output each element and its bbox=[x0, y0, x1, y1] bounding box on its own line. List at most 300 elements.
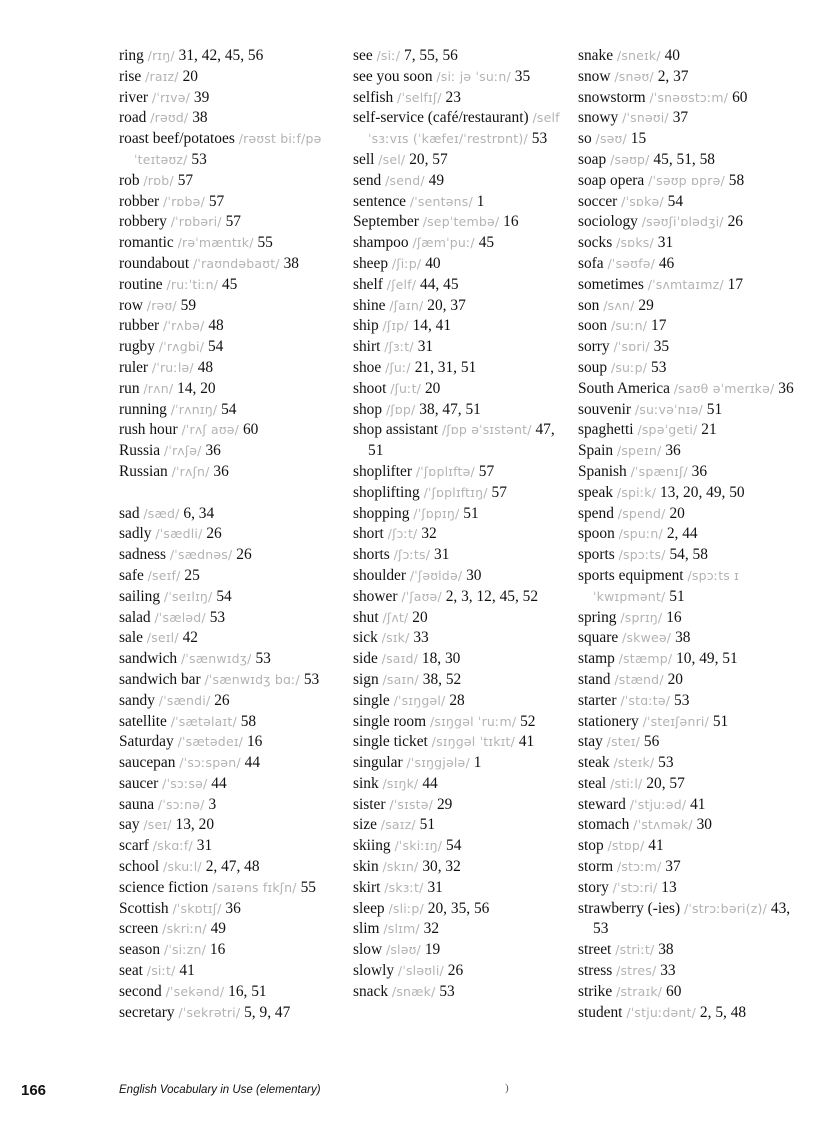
entry-word: sad bbox=[119, 504, 140, 522]
index-entry bbox=[119, 919, 339, 940]
entry-unit-refs: 30 bbox=[696, 816, 712, 834]
entry-pronunciation: /spiːk/ bbox=[616, 484, 657, 500]
entry-unit-refs: 38 bbox=[675, 629, 691, 647]
index-entry bbox=[119, 836, 339, 857]
entry-unit-refs: 53 bbox=[651, 358, 667, 376]
index-entry bbox=[578, 628, 808, 649]
entry-word: slowly bbox=[353, 962, 395, 980]
entry-pronunciation: /ˈspænɪʃ/ bbox=[630, 463, 688, 479]
entry-pronunciation: /rəʊd/ bbox=[150, 110, 189, 126]
entry-word: soup bbox=[578, 358, 608, 376]
entry-word: Russia bbox=[119, 442, 161, 460]
entry-unit-refs: 20, 57 bbox=[409, 150, 448, 168]
entry-word: side bbox=[353, 650, 378, 668]
entry-unit-refs: 21, 31, 51 bbox=[414, 358, 477, 376]
index-entry bbox=[353, 753, 568, 774]
entry-pronunciation: /ˈsentəns/ bbox=[409, 193, 473, 209]
entry-word: street bbox=[578, 941, 612, 959]
index-entry bbox=[353, 524, 568, 545]
entry-word: snowstorm bbox=[578, 88, 646, 106]
entry-pronunciation: /ʃaɪn/ bbox=[389, 297, 424, 313]
entry-word: spaghetti bbox=[578, 421, 634, 439]
entry-unit-refs: 1 bbox=[473, 754, 482, 772]
index-entry bbox=[353, 358, 568, 379]
index-entry bbox=[353, 88, 568, 109]
entry-pronunciation: /stæmp/ bbox=[618, 651, 673, 667]
entry-word: snake bbox=[578, 47, 614, 64]
entry-pronunciation: /sæd/ bbox=[143, 505, 180, 521]
entry-unit-refs: 20 bbox=[424, 379, 441, 397]
index-entry bbox=[578, 982, 808, 1003]
entry-unit-refs: 55 bbox=[300, 878, 316, 896]
entry-pronunciation: /suːp/ bbox=[610, 359, 648, 375]
index-entry bbox=[578, 150, 808, 171]
index-entry bbox=[353, 67, 568, 88]
entry-pronunciation: /sɪŋgəl ˈruːm/ bbox=[429, 713, 517, 729]
index-entry bbox=[578, 254, 808, 275]
entry-unit-refs: 2, 47, 48 bbox=[205, 858, 260, 876]
entry-pronunciation: /səʊ/ bbox=[595, 131, 627, 147]
index-entry bbox=[353, 919, 568, 940]
entry-word: shopping bbox=[353, 504, 410, 522]
entry-word: sports bbox=[578, 546, 615, 564]
entry-unit-refs: 2, 3, 12, 45, 52 bbox=[445, 587, 539, 605]
entry-word: Spain bbox=[578, 442, 614, 460]
index-entry bbox=[353, 566, 568, 587]
entry-pronunciation: /ʃuːt/ bbox=[390, 380, 422, 396]
entry-word: selfish bbox=[353, 88, 394, 106]
entry-unit-refs: 37 bbox=[665, 858, 681, 876]
entry-word: souvenir bbox=[578, 400, 632, 418]
index-entry bbox=[119, 504, 339, 525]
entry-word: Spanish bbox=[578, 462, 627, 480]
index-entry bbox=[353, 545, 568, 566]
entry-unit-refs: 16, 51 bbox=[228, 982, 267, 1000]
entry-unit-refs: 26 bbox=[214, 691, 230, 709]
entry-unit-refs: 33 bbox=[413, 629, 429, 647]
entry-unit-refs: 53 bbox=[658, 754, 674, 772]
entry-pronunciation: /stænd/ bbox=[614, 671, 664, 687]
entry-pronunciation: /sləʊ/ bbox=[385, 942, 421, 958]
index-entry bbox=[119, 275, 339, 296]
entry-pronunciation: /ˈsəʊfə/ bbox=[607, 255, 655, 271]
entry-unit-refs: 51 bbox=[669, 587, 685, 605]
entry-unit-refs: 39 bbox=[193, 88, 210, 106]
entry-pronunciation: /sɪŋgəl ˈtɪkɪt/ bbox=[431, 734, 515, 750]
index-entry bbox=[578, 753, 808, 774]
entry-pronunciation: /ˈselfɪʃ/ bbox=[397, 89, 442, 105]
index-entry bbox=[119, 587, 339, 608]
entry-word: soccer bbox=[578, 192, 618, 210]
index-entry bbox=[119, 316, 339, 337]
entry-pronunciation: /ˈsænwɪdʒ/ bbox=[181, 651, 252, 667]
entry-word: spoon bbox=[578, 525, 615, 543]
entry-word: sports equipment bbox=[578, 566, 684, 584]
entry-pronunciation: /rəˈmæntɪk/ bbox=[177, 235, 254, 251]
entry-unit-refs: 32 bbox=[423, 920, 440, 938]
entry-pronunciation: /ˈrʌʃ aʊə/ bbox=[181, 422, 240, 438]
index-entry bbox=[578, 815, 808, 836]
entry-word: soon bbox=[578, 317, 608, 335]
entry-pronunciation: /ˈrʌʃə/ bbox=[163, 443, 202, 459]
index-entry bbox=[353, 899, 568, 920]
entry-word: school bbox=[119, 858, 160, 876]
entry-pronunciation: /ˈsɒri/ bbox=[613, 339, 650, 355]
index-entry bbox=[353, 504, 568, 525]
entry-unit-refs: 21 bbox=[701, 421, 717, 439]
entry-word: sink bbox=[353, 774, 379, 792]
index-entry bbox=[578, 836, 808, 857]
entry-unit-refs: 60 bbox=[242, 421, 259, 439]
index-column-1 bbox=[119, 46, 339, 1023]
entry-unit-refs: 35 bbox=[653, 338, 670, 356]
entry-unit-refs: 36 bbox=[213, 462, 229, 480]
index-entry bbox=[578, 379, 808, 400]
entry-pronunciation: /saɪd/ bbox=[381, 651, 419, 667]
entry-unit-refs: 13, 20 bbox=[175, 816, 215, 834]
entry-pronunciation: /ˈsnəʊi/ bbox=[622, 110, 669, 126]
entry-unit-refs: 29 bbox=[436, 795, 453, 813]
entry-pronunciation: /spɔːts/ bbox=[618, 547, 666, 563]
entry-unit-refs: 49 bbox=[210, 920, 226, 938]
index-entry bbox=[119, 337, 339, 358]
index-entry bbox=[119, 649, 339, 670]
entry-unit-refs: 1 bbox=[476, 192, 485, 210]
index-entry bbox=[119, 400, 339, 421]
entry-unit-refs: 10, 49, 51 bbox=[676, 650, 738, 668]
entry-word: sheep bbox=[353, 254, 389, 272]
entry-word: sell bbox=[353, 150, 375, 168]
entry-word: sick bbox=[353, 629, 378, 647]
entry-word: sleep bbox=[353, 899, 385, 917]
entry-word: saucer bbox=[119, 774, 159, 792]
entry-word: sandwich bbox=[119, 650, 178, 668]
entry-unit-refs: 54 bbox=[221, 400, 237, 418]
entry-unit-refs: 44 bbox=[244, 754, 261, 772]
index-column-2 bbox=[353, 46, 568, 1003]
entry-unit-refs: 57 bbox=[225, 213, 241, 231]
entry-unit-refs: 31 bbox=[196, 837, 213, 855]
entry-pronunciation: /ˈsɔːsə/ bbox=[162, 775, 208, 791]
entry-unit-refs: 40 bbox=[664, 47, 680, 64]
entry-word: robber bbox=[119, 192, 160, 210]
entry-pronunciation: /saɪz/ bbox=[380, 817, 416, 833]
entry-unit-refs: 3 bbox=[208, 795, 217, 813]
entry-unit-refs: 14, 20 bbox=[177, 379, 216, 397]
index-entry bbox=[578, 441, 808, 462]
index-entry bbox=[119, 441, 339, 462]
entry-unit-refs: 44, 45 bbox=[420, 275, 459, 293]
entry-unit-refs: 29 bbox=[638, 296, 654, 314]
index-entry bbox=[578, 192, 808, 213]
entry-unit-refs: 17 bbox=[651, 317, 667, 335]
index-entry bbox=[578, 504, 808, 525]
entry-word: stress bbox=[578, 962, 613, 980]
entry-unit-refs: 37 bbox=[672, 109, 689, 127]
entry-word: story bbox=[578, 878, 609, 896]
index-entry bbox=[353, 337, 568, 358]
entry-pronunciation: /siː/ bbox=[376, 48, 401, 63]
entry-pronunciation: /skuːl/ bbox=[163, 859, 202, 875]
index-entry bbox=[353, 254, 568, 275]
entry-word: spend bbox=[578, 504, 614, 522]
entry-word: Saturday bbox=[119, 733, 174, 751]
entry-pronunciation: /stɔːm/ bbox=[616, 859, 662, 875]
index-entry bbox=[119, 857, 339, 878]
index-entry bbox=[578, 899, 808, 941]
entry-word: shampoo bbox=[353, 234, 409, 252]
entry-unit-refs: 23 bbox=[445, 88, 461, 106]
index-entry bbox=[353, 857, 568, 878]
entry-pronunciation: /səʊʃiˈɒlədʒi/ bbox=[641, 214, 724, 230]
entry-pronunciation: /ʃɒp əˈsɪstənt/ bbox=[441, 422, 532, 438]
entry-pronunciation: /sʌn/ bbox=[603, 297, 635, 313]
entry-word: steward bbox=[578, 795, 626, 813]
entry-word: running bbox=[119, 400, 167, 418]
entry-word: ring bbox=[119, 47, 144, 64]
entry-pronunciation: /spəˈgeti/ bbox=[637, 422, 698, 438]
entry-pronunciation: /ˈsɒkə/ bbox=[621, 193, 664, 209]
entry-unit-refs: 51 bbox=[463, 504, 479, 522]
entry-unit-refs: 53 bbox=[303, 670, 320, 688]
entry-unit-refs: 17 bbox=[727, 275, 744, 293]
entry-unit-refs: 53 bbox=[209, 608, 226, 626]
entry-pronunciation: /ʃæmˈpuː/ bbox=[412, 235, 475, 251]
index-entry bbox=[578, 774, 808, 795]
index-entry bbox=[119, 296, 339, 317]
entry-unit-refs: 31, 42, 45, 56 bbox=[178, 47, 264, 64]
entry-unit-refs: 44 bbox=[422, 774, 438, 792]
index-entry bbox=[578, 212, 808, 233]
entry-unit-refs: 2, 5, 48 bbox=[699, 1003, 747, 1021]
entry-word: scarf bbox=[119, 837, 149, 855]
entry-unit-refs: 41 bbox=[690, 795, 706, 813]
index-entry bbox=[119, 940, 339, 961]
index-entry bbox=[119, 608, 339, 629]
entry-pronunciation: /ˈrʌbə/ bbox=[163, 318, 205, 334]
entry-unit-refs: 53 bbox=[531, 130, 548, 148]
entry-word: see you soon bbox=[353, 67, 433, 85]
entry-pronunciation: /ˈsnəʊstɔːm/ bbox=[649, 89, 729, 105]
entry-pronunciation: /saɪn/ bbox=[382, 671, 419, 687]
entry-pronunciation: /ˈʃɒplɪftə/ bbox=[415, 463, 475, 479]
entry-pronunciation: /ˈrɒbəri/ bbox=[170, 214, 222, 230]
entry-word: secretary bbox=[119, 1003, 175, 1021]
entry-unit-refs: 16 bbox=[209, 941, 226, 959]
index-entry bbox=[353, 212, 568, 233]
index-entry bbox=[119, 233, 339, 254]
entry-unit-refs: 43, 53 bbox=[593, 899, 791, 938]
entry-pronunciation: /ˈstrɔːbəri(z)/ bbox=[684, 900, 768, 916]
entry-word: slow bbox=[353, 941, 383, 959]
entry-pronunciation: /ˈrʌʃn/ bbox=[171, 463, 210, 479]
entry-pronunciation: /ˈsætəlaɪt/ bbox=[170, 713, 237, 729]
entry-unit-refs: 38, 47, 51 bbox=[419, 400, 481, 418]
entry-word: sadness bbox=[119, 546, 167, 564]
entry-word: sister bbox=[353, 795, 386, 813]
entry-unit-refs: 59 bbox=[180, 296, 197, 314]
entry-unit-refs: 19 bbox=[424, 941, 441, 959]
index-entry bbox=[119, 420, 339, 441]
entry-pronunciation: /sepˈtembə/ bbox=[422, 214, 500, 230]
entry-word: sauna bbox=[119, 795, 155, 813]
entry-word: sorry bbox=[578, 338, 610, 356]
index-entry bbox=[578, 316, 808, 337]
entry-pronunciation: /snæk/ bbox=[391, 983, 436, 999]
entry-word: stand bbox=[578, 670, 611, 688]
index-entry bbox=[578, 108, 808, 129]
entry-word: shop assistant bbox=[353, 421, 439, 439]
entry-unit-refs: 26 bbox=[236, 546, 252, 564]
entry-pronunciation: /self ˈsɜːvɪs (ˈkæfeɪ/ˈrestrɒnt)/ bbox=[368, 110, 560, 147]
index-entry bbox=[119, 545, 339, 566]
entry-unit-refs: 30, 32 bbox=[422, 858, 461, 876]
entry-pronunciation: /ˈrʌgbi/ bbox=[158, 339, 205, 355]
index-entry bbox=[353, 732, 568, 753]
entry-pronunciation: /ˈʃaʊə/ bbox=[401, 588, 442, 604]
index-entry bbox=[119, 815, 339, 836]
entry-unit-refs: 55 bbox=[257, 234, 273, 252]
entry-pronunciation: /speɪn/ bbox=[616, 443, 662, 459]
entry-unit-refs: 36 bbox=[665, 442, 681, 460]
index-entry bbox=[578, 712, 808, 733]
entry-word: square bbox=[578, 629, 619, 647]
entry-pronunciation: /ˈsɪstə/ bbox=[389, 796, 434, 812]
entry-word: rubber bbox=[119, 317, 160, 335]
entry-unit-refs: 38 bbox=[658, 941, 674, 959]
entry-word: shoot bbox=[353, 379, 387, 397]
entry-unit-refs: 35 bbox=[514, 67, 531, 85]
entry-unit-refs: 38, 52 bbox=[422, 670, 462, 688]
entry-unit-refs: 20 bbox=[669, 504, 685, 522]
entry-unit-refs: 7, 55, 56 bbox=[404, 47, 458, 64]
entry-word: skin bbox=[353, 858, 379, 876]
entry-unit-refs: 57 bbox=[208, 192, 225, 210]
entry-word: sofa bbox=[578, 254, 604, 272]
entry-pronunciation: /stɒp/ bbox=[607, 838, 645, 854]
index-entry bbox=[578, 857, 808, 878]
entry-pronunciation: /ruːˈtiːn/ bbox=[166, 276, 219, 292]
entry-unit-refs: 53 bbox=[255, 650, 271, 668]
entry-word: safe bbox=[119, 566, 144, 584]
index-entry bbox=[353, 379, 568, 400]
entry-pronunciation: /ʃɔːts/ bbox=[393, 547, 431, 563]
entry-word: short bbox=[353, 525, 384, 543]
index-entry bbox=[353, 150, 568, 171]
entry-word: sometimes bbox=[578, 275, 644, 293]
entry-unit-refs: 20 bbox=[182, 67, 198, 85]
index-entry bbox=[119, 670, 339, 691]
index-entry bbox=[119, 753, 339, 774]
entry-pronunciation: /rəʊ/ bbox=[146, 297, 177, 313]
entry-unit-refs: 31 bbox=[434, 546, 450, 564]
entry-word: Scottish bbox=[119, 899, 169, 917]
index-entry bbox=[353, 774, 568, 795]
entry-word: shorts bbox=[353, 546, 390, 564]
index-entry bbox=[119, 129, 339, 171]
entry-unit-refs: 40 bbox=[425, 254, 441, 272]
book-title: English Vocabulary in Use (elementary) bbox=[119, 1084, 321, 1096]
index-entry bbox=[578, 296, 808, 317]
entry-pronunciation: /skɪn/ bbox=[382, 859, 419, 875]
entry-unit-refs: 36 bbox=[691, 462, 708, 480]
index-column-3 bbox=[578, 46, 808, 1023]
index-entry bbox=[578, 358, 808, 379]
entry-pronunciation: /ˈstɑːtə/ bbox=[620, 692, 671, 708]
entry-unit-refs: 58 bbox=[728, 171, 745, 189]
index-entry bbox=[353, 649, 568, 670]
entry-unit-refs: 20 bbox=[667, 670, 683, 688]
entry-unit-refs: 52 bbox=[520, 712, 536, 730]
entry-word: slim bbox=[353, 920, 380, 938]
index-entry bbox=[119, 1003, 339, 1024]
entry-word: shower bbox=[353, 587, 398, 605]
entry-unit-refs: 51 bbox=[419, 816, 436, 834]
entry-unit-refs: 31 bbox=[657, 234, 674, 252]
entry-pronunciation: /seɪf/ bbox=[147, 567, 181, 583]
entry-unit-refs: 53 bbox=[439, 982, 455, 1000]
entry-word: saucepan bbox=[119, 754, 176, 772]
index-entry bbox=[119, 961, 339, 982]
entry-pronunciation: /skɑːf/ bbox=[152, 838, 193, 854]
index-entry bbox=[578, 67, 808, 88]
entry-pronunciation: /snəʊ/ bbox=[614, 68, 654, 84]
entry-unit-refs: 36 bbox=[205, 442, 221, 460]
entry-unit-refs: 57 bbox=[478, 462, 495, 480]
entry-pronunciation: /ˈsændi/ bbox=[158, 692, 211, 708]
entry-unit-refs: 2, 37 bbox=[657, 67, 689, 85]
index-entry bbox=[353, 400, 568, 421]
entry-word: single ticket bbox=[353, 733, 428, 751]
entry-unit-refs: 60 bbox=[666, 982, 682, 1000]
entry-unit-refs: 30 bbox=[466, 566, 482, 584]
entry-pronunciation: /ˈʃəʊldə/ bbox=[409, 567, 463, 583]
index-entry bbox=[353, 275, 568, 296]
entry-word: roundabout bbox=[119, 254, 190, 272]
index-entry bbox=[119, 628, 339, 649]
entry-word: salad bbox=[119, 608, 151, 626]
index-entry bbox=[353, 795, 568, 816]
entry-unit-refs: 53 bbox=[674, 691, 690, 709]
entry-pronunciation: /ˈsekrətri/ bbox=[178, 1004, 241, 1020]
entry-unit-refs: 31 bbox=[417, 338, 434, 356]
index-entry bbox=[578, 795, 808, 816]
entry-unit-refs: 54 bbox=[207, 338, 224, 356]
index-entry bbox=[578, 400, 808, 421]
index-entry bbox=[578, 649, 808, 670]
entry-word: shoulder bbox=[353, 566, 407, 584]
entry-pronunciation: /ˈstjuːdənt/ bbox=[626, 1004, 697, 1020]
entry-word: river bbox=[119, 88, 149, 106]
entry-pronunciation: /steɪ/ bbox=[606, 734, 641, 750]
index-entry bbox=[353, 815, 568, 836]
entry-unit-refs: 56 bbox=[643, 733, 660, 751]
index-entry bbox=[119, 795, 339, 816]
entry-word: send bbox=[353, 171, 382, 189]
entry-unit-refs: 36 bbox=[778, 379, 794, 397]
entry-word: rugby bbox=[119, 338, 155, 356]
entry-unit-refs: 54 bbox=[667, 192, 684, 210]
index-entry bbox=[119, 712, 339, 733]
entry-word: shut bbox=[353, 608, 379, 626]
index-entry bbox=[353, 483, 568, 504]
entry-pronunciation: /sliːp/ bbox=[388, 900, 424, 916]
index-entry bbox=[578, 233, 808, 254]
entry-pronunciation: /ʃɪp/ bbox=[382, 318, 409, 334]
entry-word: September bbox=[353, 213, 419, 231]
entry-word: so bbox=[578, 130, 592, 148]
entry-word: speak bbox=[578, 483, 614, 501]
